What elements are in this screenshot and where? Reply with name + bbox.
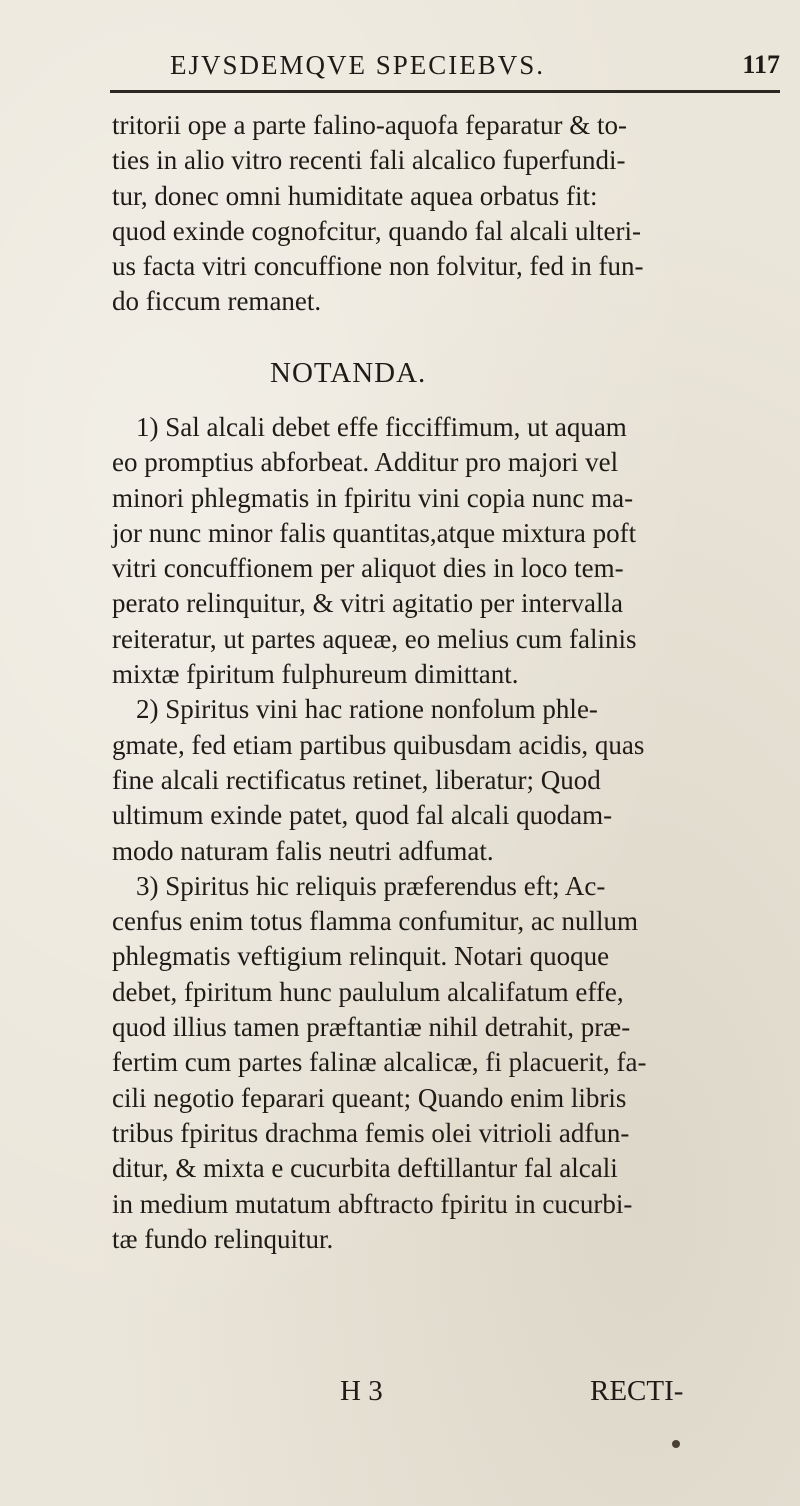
text-line: tæ fundo relinquitur. (112, 1223, 334, 1254)
text-line: quod exinde cognofcitur, quando fal alcali ulteri- (112, 215, 641, 246)
ink-spot (672, 1440, 680, 1448)
text-line: ties in alio vitro recenti fali alcalico fuperfundi- (112, 145, 626, 176)
text-line: gmate, fed etiam partibus quibusdam acidis, quas (112, 729, 645, 760)
text-line: cenfus enim totus flamma confumitur, ac nullum (112, 906, 639, 937)
running-title: EJVSDEMQVE SPECIEBVS. (170, 50, 546, 80)
body-text (112, 108, 792, 320)
notes-text (112, 410, 792, 1257)
text-line: minori phlegmatis in fpiritu vini copia nunc ma- (112, 482, 634, 513)
text-line: modo naturam falis neutri adfumat. (112, 835, 494, 866)
text-line: tribus fpiritus drachma femis olei vitrioli adfun- (112, 1117, 630, 1148)
text-line: quod illius tamen præftantiæ nihil detrahit, præ- (112, 1012, 631, 1043)
text-line: ditur, & mixta e cucurbita deftillantur fal alcali (112, 1153, 618, 1184)
text-line: tritorii ope a parte falino-aquofa feparatur & to- (112, 110, 628, 140)
header-rule (110, 90, 780, 93)
page-number: 117 (742, 50, 780, 79)
text-line: fine alcali rectificatus retinet, liberatur; Quod (112, 764, 601, 795)
catchword: RECTI- (590, 1375, 684, 1407)
page-header (170, 50, 780, 84)
text-line: us facta vitri concuffione non folvitur, fed in fun- (112, 251, 644, 282)
text-line: in medium mutatum abftracto fpiritu in cucurbi- (112, 1188, 633, 1219)
text-line: fertim cum partes falinæ alcalicæ, fi placuerit, fa- (112, 1047, 647, 1078)
text-line: vitri concuffionem per aliquot dies in loco tem- (112, 553, 624, 584)
text-line: perato relinquitur, & vitri agitatio per intervalla (112, 588, 623, 619)
text-line: do ficcum remanet. (112, 286, 322, 317)
section-heading: NOTANDA. (270, 357, 427, 389)
text-line: 1) Sal alcali debet effe ficciffimum, ut aquam (136, 412, 627, 442)
text-line: ultimum exinde patet, quod fal alcali quodam- (112, 800, 613, 831)
text-line: tur, donec omni humiditate aquea orbatus fit: (112, 180, 598, 211)
text-line: cili negotio feparari queant; Quando enim libris (112, 1082, 627, 1113)
text-line: mixtæ fpiritum fulphureum dimittant. (112, 659, 519, 690)
signature-mark: H 3 (340, 1375, 383, 1407)
text-line: eo promptius abforbeat. Additur pro majori vel (112, 447, 619, 478)
text-line: phlegmatis veftigium relinquit. Notari quoque (112, 941, 610, 972)
text-line: jor nunc minor falis quantitas,atque mixtura poft (112, 517, 637, 548)
text-line: 3) Spiritus hic reliquis præferendus eft; Ac- (136, 870, 606, 901)
text-line: debet, fpiritum hunc paululum alcalifatum effe, (112, 976, 624, 1007)
text-line: reiteratur, ut partes aqueæ, eo melius cum falinis (112, 623, 637, 654)
text-line: 2) Spiritus vini hac ratione nonfolum phle- (136, 694, 598, 725)
